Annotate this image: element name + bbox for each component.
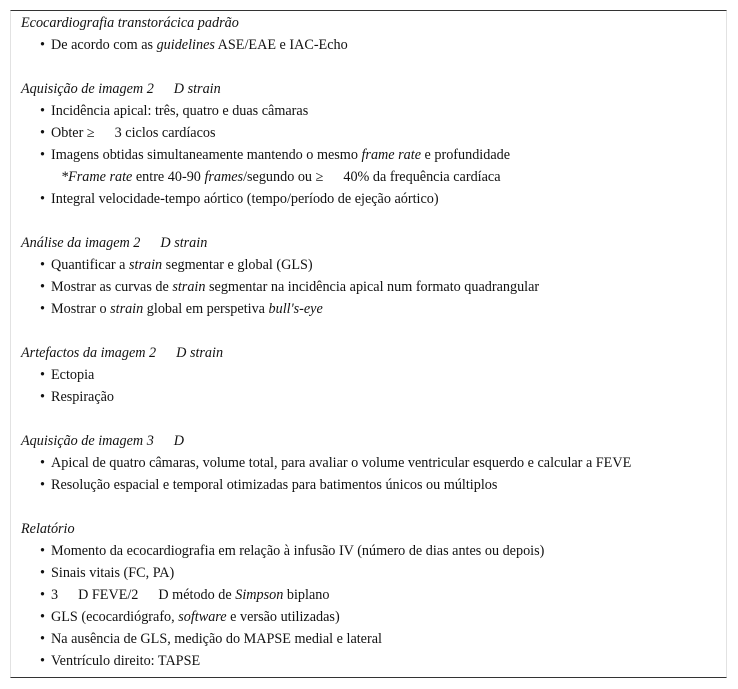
section-heading-report: Relatório (21, 521, 75, 537)
list-item: • Ventrículo direito: TAPSE (40, 653, 201, 669)
protocol-table (21, 12, 721, 672)
list-item: • Obter ≥ 3 ciclos cardíacos (40, 125, 216, 141)
section-heading-2d-strain-analysis: Análise da imagem 2 D strain (21, 235, 208, 251)
list-item: • Momento da ecocardiografia em relação à infusão IV (número de dias antes ou depois) (40, 543, 545, 559)
list-item: • GLS (ecocardiógrafo, software e versão utilizadas) (40, 609, 340, 625)
list-item: • Mostrar as curvas de strain segmentar na incidência apical num formato quadrangular (40, 279, 540, 295)
list-item: • Respiração (40, 389, 115, 405)
list-item: • Incidência apical: três, quatro e duas câmaras (40, 103, 309, 119)
section-heading-standard-tte: Ecocardiografia transtorácica padrão (21, 15, 239, 31)
list-subitem: *Frame rate entre 40-90 frames/segundo ou ≥ 40% da frequência cardíaca (61, 169, 501, 185)
list-item: • Sinais vitais (FC, PA) (40, 565, 175, 581)
section-heading-3d-acquisition: Aquisição de imagem 3 D (21, 433, 185, 449)
list-item: • Quantificar a strain segmentar e global (GLS) (40, 257, 313, 273)
section-heading-2d-strain-acquisition: Aquisição de imagem 2 D strain (21, 81, 221, 97)
section-heading-2d-strain-artifacts: Artefactos da imagem 2 D strain (21, 345, 224, 361)
list-item: • Na ausência de GLS, medição do MAPSE medial e lateral (40, 631, 382, 647)
list-item: • Ectopia (40, 367, 95, 383)
list-item: • Integral velocidade-tempo aórtico (tempo/período de ejeção aórtico) (40, 191, 439, 207)
list-item: • Imagens obtidas simultaneamente mantendo o mesmo frame rate e profundidade (40, 147, 511, 163)
list-item: • Apical de quatro câmaras, volume total, para avaliar o volume ventricular esquerdo e calcular a FEVE (40, 455, 632, 471)
list-item: • Resolução espacial e temporal otimizadas para batimentos únicos ou múltiplos (40, 477, 498, 493)
list-item: • De acordo com as guidelines ASE/EAE e IAC-Echo (40, 37, 348, 53)
list-item: • Mostrar o strain global em perspetiva bull's-eye (40, 301, 323, 317)
list-item: • 3 D FEVE/2 D método de Simpson biplano (40, 587, 330, 603)
